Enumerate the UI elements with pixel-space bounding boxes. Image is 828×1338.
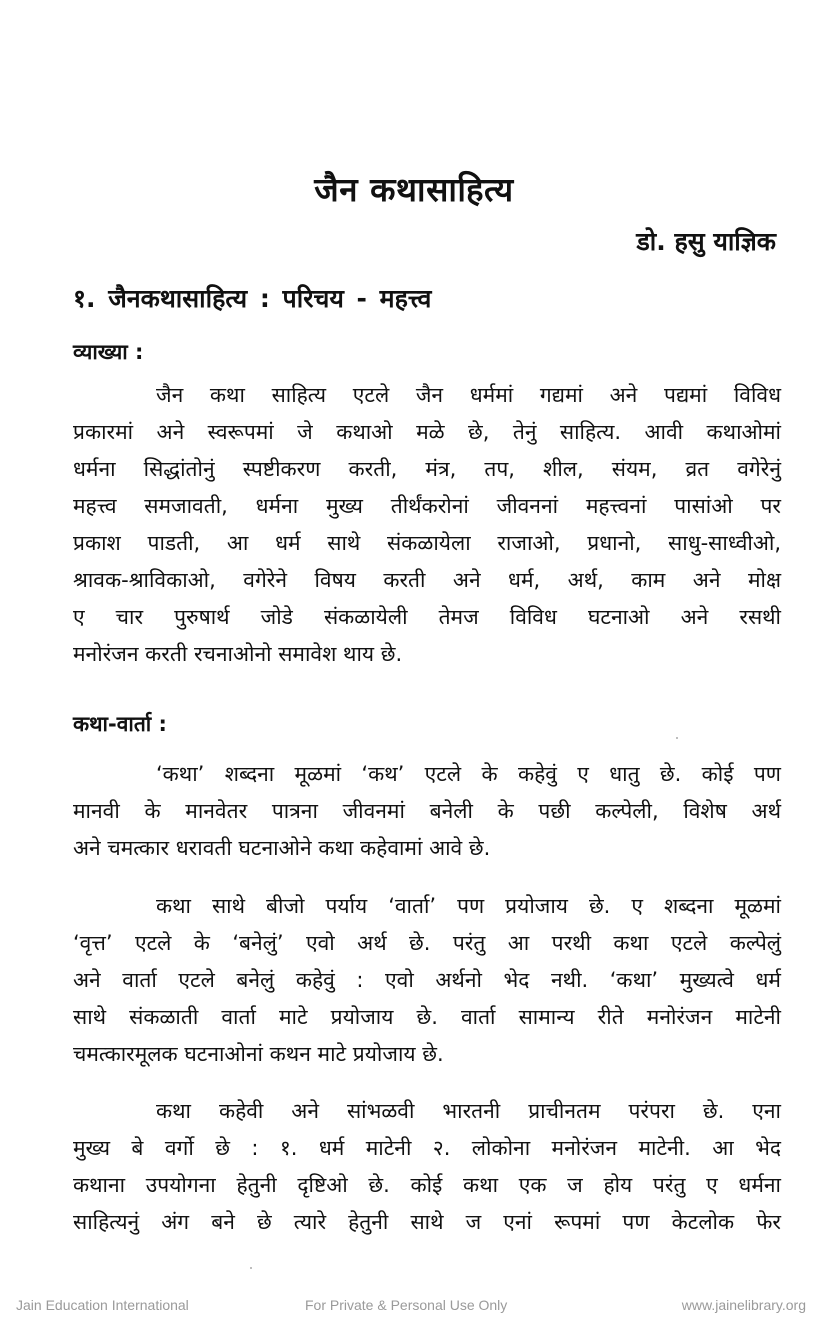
paragraph-line: प्रकाश पाडती, आ धर्म साथे संकळायेला राजाओ, प्रधानो, साधु-साध्वीओ, bbox=[73, 531, 781, 555]
paragraph-line: प्रकारमां अने स्वरूपमां जे कथाओ मळे छे, तेनुं साहित्य. आवी कथाओमां bbox=[73, 420, 781, 444]
scan-speck bbox=[676, 737, 678, 739]
paragraph-line: धर्मना सिद्धांतोनुं स्पष्टीकरण करती, मंत्र, तप, शील, संयम, व्रत वगेरेनुं bbox=[73, 457, 781, 481]
paragraph bbox=[73, 756, 781, 867]
footer-usage-note: For Private & Personal Use Only bbox=[305, 1297, 508, 1313]
paragraph bbox=[73, 377, 781, 673]
author-name: डो. हसु याज्ञिक bbox=[636, 227, 776, 256]
paragraph-line: ‘वृत्त’ एटले के ‘बनेलुं’ एवो अर्थ छे. परंतु आ परथी कथा एटले कल्पेलुं bbox=[73, 931, 781, 955]
paragraph-line: कथा कहेवी अने सांभळवी भारतनी प्राचीनतम परंपरा छे. एना bbox=[156, 1099, 781, 1123]
paragraph-line: मानवी के मानवेतर पात्रना जीवनमां बनेली के पछी कल्पेली, विशेष अर्थ bbox=[73, 799, 781, 823]
paragraph bbox=[73, 888, 781, 1073]
paragraph-line: ए चार पुरुषार्थ जोडे संकळायेली तेमज विविध घटनाओ अने रसथी bbox=[73, 605, 781, 629]
section-heading: १. जैनकथासाहित्य : परिचय - महत्त्व bbox=[73, 284, 432, 313]
subheading-katha-varta: कथा-वार्ता : bbox=[73, 712, 167, 736]
page-title: जैन कथासाहित्य bbox=[314, 170, 514, 209]
footer-website-link[interactable]: www.jainelibrary.org bbox=[681, 1297, 806, 1313]
paragraph bbox=[73, 1093, 781, 1241]
paragraph-line: कथाना उपयोगना हेतुनी दृष्टिओ छे. कोई कथा एक ज होय परंतु ए धर्मना bbox=[73, 1173, 781, 1197]
paragraph-line: चमत्कारमूलक घटनाओनां कथन माटे प्रयोजाय छे. bbox=[73, 1042, 444, 1066]
paragraph-line: अने वार्ता एटले बनेलुं कहेवुं : एवो अर्थनो भेद नथी. ‘कथा’ मुख्यत्वे धर्म bbox=[73, 968, 781, 992]
paragraph-line: मनोरंजन करती रचनाओनो समावेश थाय छे. bbox=[73, 642, 403, 666]
scan-speck bbox=[250, 1267, 252, 1269]
paragraph-line: साथे संकळाती वार्ता माटे प्रयोजाय छे. वार्ता सामान्य रीते मनोरंजन माटेनी bbox=[73, 1005, 781, 1029]
paragraph-line: महत्त्व समजावती, धर्मना मुख्य तीर्थंकरोनां जीवननां महत्त्वनां पासांओ पर bbox=[73, 494, 781, 518]
subheading-definition: व्याख्या : bbox=[73, 340, 144, 364]
paragraph-line: श्रावक-श्राविकाओ, वगेरेने विषय करती अने धर्म, अर्थ, काम अने मोक्ष bbox=[73, 568, 781, 592]
paragraph-line: जैन कथा साहित्य एटले जैन धर्ममां गद्यमां अने पद्यमां विविध bbox=[156, 383, 781, 407]
paragraph-line: कथा साथे बीजो पर्याय ‘वार्ता’ पण प्रयोजाय छे. ए शब्दना मूळमां bbox=[156, 894, 781, 918]
paragraph-line: साहित्यनुं अंग बने छे त्यारे हेतुनी साथे ज एनां रूपमां पण केटलोक फेर bbox=[73, 1210, 781, 1234]
paragraph-line: ‘कथा’ शब्दना मूळमां ‘कथ’ एटले के कहेवुं ए धातु छे. कोई पण bbox=[156, 762, 781, 786]
footer-publisher: Jain Education International bbox=[16, 1297, 189, 1313]
paragraph-line: मुख्य बे वर्गो छे : १. धर्म माटेनी २. लोकोना मनोरंजन माटेनी. आ भेद bbox=[73, 1136, 781, 1160]
paragraph-line: अने चमत्कार धरावती घटनाओने कथा कहेवामां आवे छे. bbox=[73, 836, 491, 860]
